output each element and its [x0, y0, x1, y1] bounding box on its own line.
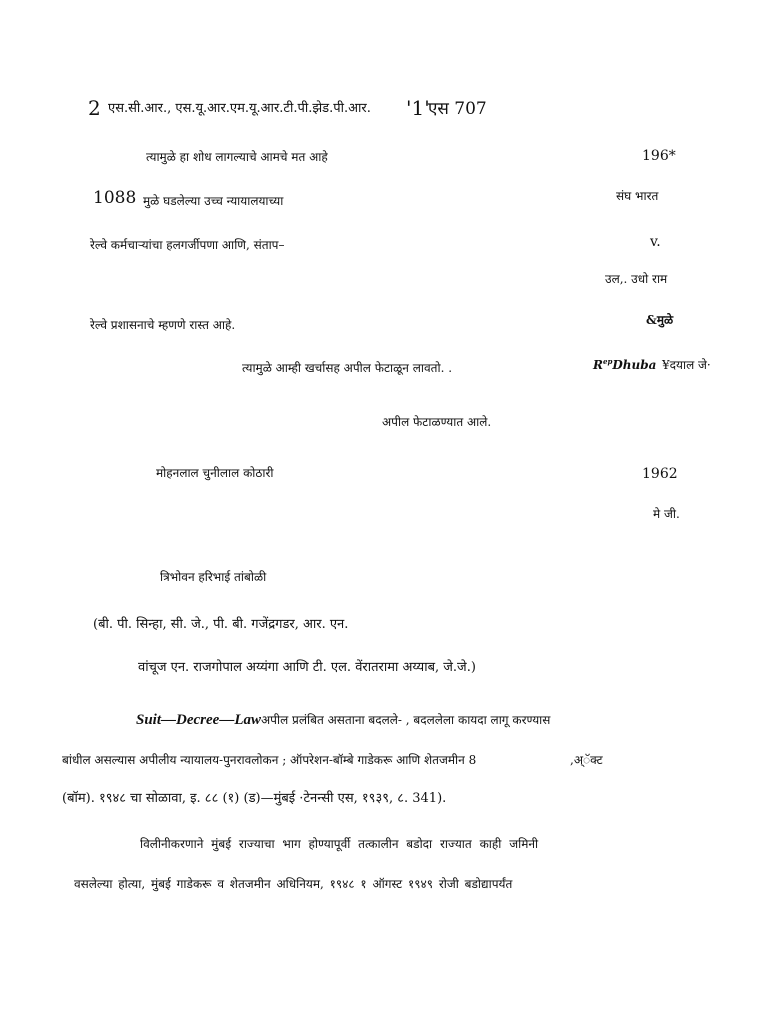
header-quote-mark: '1' — [406, 96, 430, 120]
margin-dhuba: $R^{ep}Dhuba$ — [593, 357, 657, 372]
margin-udho-ram: उल,. उधो राम — [605, 272, 668, 286]
line-finding: त्यामुळे हा शोध लागल्याचे आमचे मत आहे — [146, 150, 328, 164]
party-mohanlal: मोहनलाल चुनीलाल कोठारी — [156, 466, 274, 480]
margin-mule: &मुळे — [646, 313, 674, 327]
headnote-line-2: बांधील असल्यास अपीलीय न्यायालय-पुनरावलोकन ; ऑपरेशन-बॉम्बे गाडेकरू आणि शेतजमीन 8 — [62, 753, 477, 767]
headnote-line-1 — [136, 711, 550, 729]
margin-196: 196* — [642, 148, 676, 164]
bench-line-2: वांचूज एन. राजगोपाल अय्यंगा आणि टी. एल. वेंरातरामा अय्याब, जे.जे.) — [138, 660, 476, 675]
margin-versus: v. — [650, 234, 661, 250]
headnote-act: ,अ्ॅक्ट — [570, 753, 603, 767]
headnote-text: अपील प्रलंबित असताना बदलले- , बदललेला कायदा लागू करण्यास — [261, 713, 551, 727]
margin-dayal: ¥दयाल जे· — [662, 358, 711, 372]
headnote-italic-title: Suit—Decree—Law — [136, 712, 261, 728]
line-high-court: मुळे घडलेल्या उच्च न्यायालयाच्या — [143, 194, 284, 208]
line-railway-admin: रेल्वे प्रशासनाचे म्हणणे रास्त आहे. — [90, 318, 236, 332]
line-railway-staff: रेल्वे कर्मचाऱ्यांचा हलगर्जीपणा आणि, संताप– — [90, 238, 285, 252]
page-number: 2 — [88, 96, 101, 120]
para-line-2: वसलेल्या होत्या, मुंबई गाडेकरू व शेतजमीन अधिनियम, १९४८ १ ऑगस्ट १९४९ रोजी बडोद्यापर्यंत — [74, 877, 513, 891]
margin-may: मे जी. — [653, 507, 680, 521]
margin-union-india: संघ भारत — [616, 189, 659, 203]
party-tribhovan: त्रिभोवन हरिभाई तांबोळी — [160, 570, 267, 584]
line-appeal-dismissed-costs: त्यामुळे आम्ही खर्चासह अपील फेटाळून लावतो. . — [242, 361, 453, 375]
header-citation: एस.सी.आर., एस.यू.आर.एम.यू.आर.टी.पी.झेड.पी.आर. — [108, 101, 371, 116]
para-line-1: विलीनीकरणाने मुंबई राज्याचा भाग होण्यापूर्वी तत्कालीन बडोदा राज्यात काही जमिनी — [140, 837, 539, 851]
headnote-line-3: (बॉम). १९४८ चा सोळावा, इ. ८८ (१) (ड)—मुंबई ·टेनन्सी एस, १९३९, ८. 341). — [62, 791, 447, 806]
margin-1962: 1962 — [642, 466, 678, 482]
header-page-label: एस 707 — [428, 99, 487, 119]
line-appeal-dismissed: अपील फेटाळण्यात आले. — [382, 415, 492, 429]
bench-line-1: (बी. पी. सिन्हा, सी. जे., पी. बी. गजेंद्रगडर, आर. एन. — [93, 617, 349, 632]
line-1088-number: 1088 — [93, 188, 137, 208]
